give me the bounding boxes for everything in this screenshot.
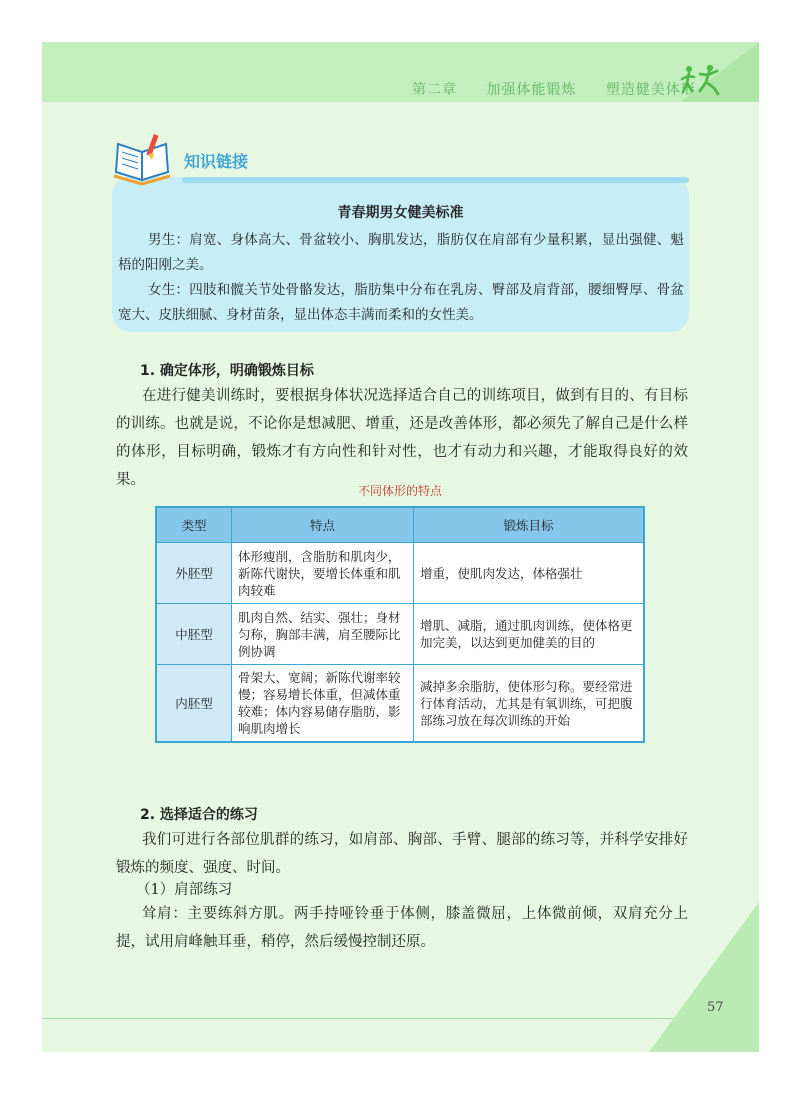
goal-cell: 增肌、减脂，通过肌肉训练，使体格更加完美，以达到更加健美的目的 [414, 604, 645, 665]
table-row [156, 604, 644, 665]
traits-cell: 肌肉自然、结实、强壮；身材匀称，胸部丰满，肩至腰际比例协调 [232, 604, 414, 665]
section-title: 1. 确定体形，明确锻炼目标 [140, 363, 314, 379]
type-cell: 内胚型 [156, 665, 232, 743]
table-row [156, 543, 644, 604]
open-book-icon [112, 132, 174, 188]
section-paragraph: 我们可进行各部位肌群的练习，如肩部、胸部、手臂、腿部的练习等，并科学安排好锻炼的频度、强度、时间。 [116, 832, 688, 876]
table-caption: 不同体形的特点 [357, 484, 442, 498]
type-cell: 中胚型 [156, 604, 232, 665]
traits-cell: 体形瘦削，含脂肪和肌肉少，新陈代谢快，要增长体重和肌肉较难 [232, 543, 414, 604]
header-title-part2: 塑造健美体形 [605, 82, 696, 98]
running-header [412, 79, 720, 99]
section-paragraph: 耸肩：主要练斜方肌。两手持哑铃垂于体侧，膝盖微屈，上体微前倾，双肩充分上提，试用肩峰触耳垂，稍停，然后缓慢控制还原。 [116, 906, 688, 950]
table-header-cell: 锻炼目标 [414, 507, 645, 543]
header-title-part1: 加强体能锻炼 [486, 82, 577, 98]
traits-cell: 骨架大、宽阔；新陈代谢率较慢；容易增长体重，但减体重较难；体内容易储存脂肪，影响肌肉增长 [232, 665, 414, 743]
goal-cell: 减掉多余脂肪，使体形匀称。要经常进行体育活动，尤其是有氧训练，可把腹部练习放在每次训练的开始 [414, 665, 645, 743]
table-header-row [156, 507, 644, 543]
footer-rule [42, 1018, 759, 1019]
page-number: 57 [707, 1000, 724, 1015]
body-type-table [155, 506, 645, 743]
runners-icon [680, 64, 726, 96]
goal-cell: 增重，使肌肉发达，体格强壮 [414, 543, 645, 604]
section-title: 2. 选择适合的练习 [140, 807, 258, 823]
table-row [156, 665, 644, 743]
type-cell: 外胚型 [156, 543, 232, 604]
knowledge-link-accent [182, 177, 689, 183]
header-chapter: 第二章 [412, 82, 457, 98]
section-paragraph: 在进行健美训练时，要根据身体状况选择适合自己的训练项目，做到有目的、有目标的训练。也就是说，不论你是想减肥、增重，还是改善体形，都必须先了解自己是什么样的体形，目标明确，锻炼才有方向性和针对性，也才有动力和兴趣，才能取得良好的效果。 [116, 388, 688, 488]
knowledge-link-heading: 青春期男女健美标准 [337, 205, 464, 221]
knowledge-link-paragraph-female: 女生：四肢和髋关节处骨骼发达，脂肪集中分布在乳房、臀部及肩背部，腰细臀厚、骨盆宽大、皮肤细腻、身材苗条，显出体态丰满而柔和的女性美。 [118, 282, 684, 323]
knowledge-link-paragraph-male: 男生：肩宽、身体高大、骨盆较小、胸肌发达，脂肪仅在肩部有少量积累，显出强健、魁梧的阳刚之美。 [118, 232, 684, 273]
table-header-cell: 特点 [232, 507, 414, 543]
subheading: （1）肩部练习 [136, 882, 233, 898]
table-header-cell: 类型 [156, 507, 232, 543]
knowledge-link-title: 知识链接 [184, 152, 249, 171]
page [42, 42, 759, 1052]
